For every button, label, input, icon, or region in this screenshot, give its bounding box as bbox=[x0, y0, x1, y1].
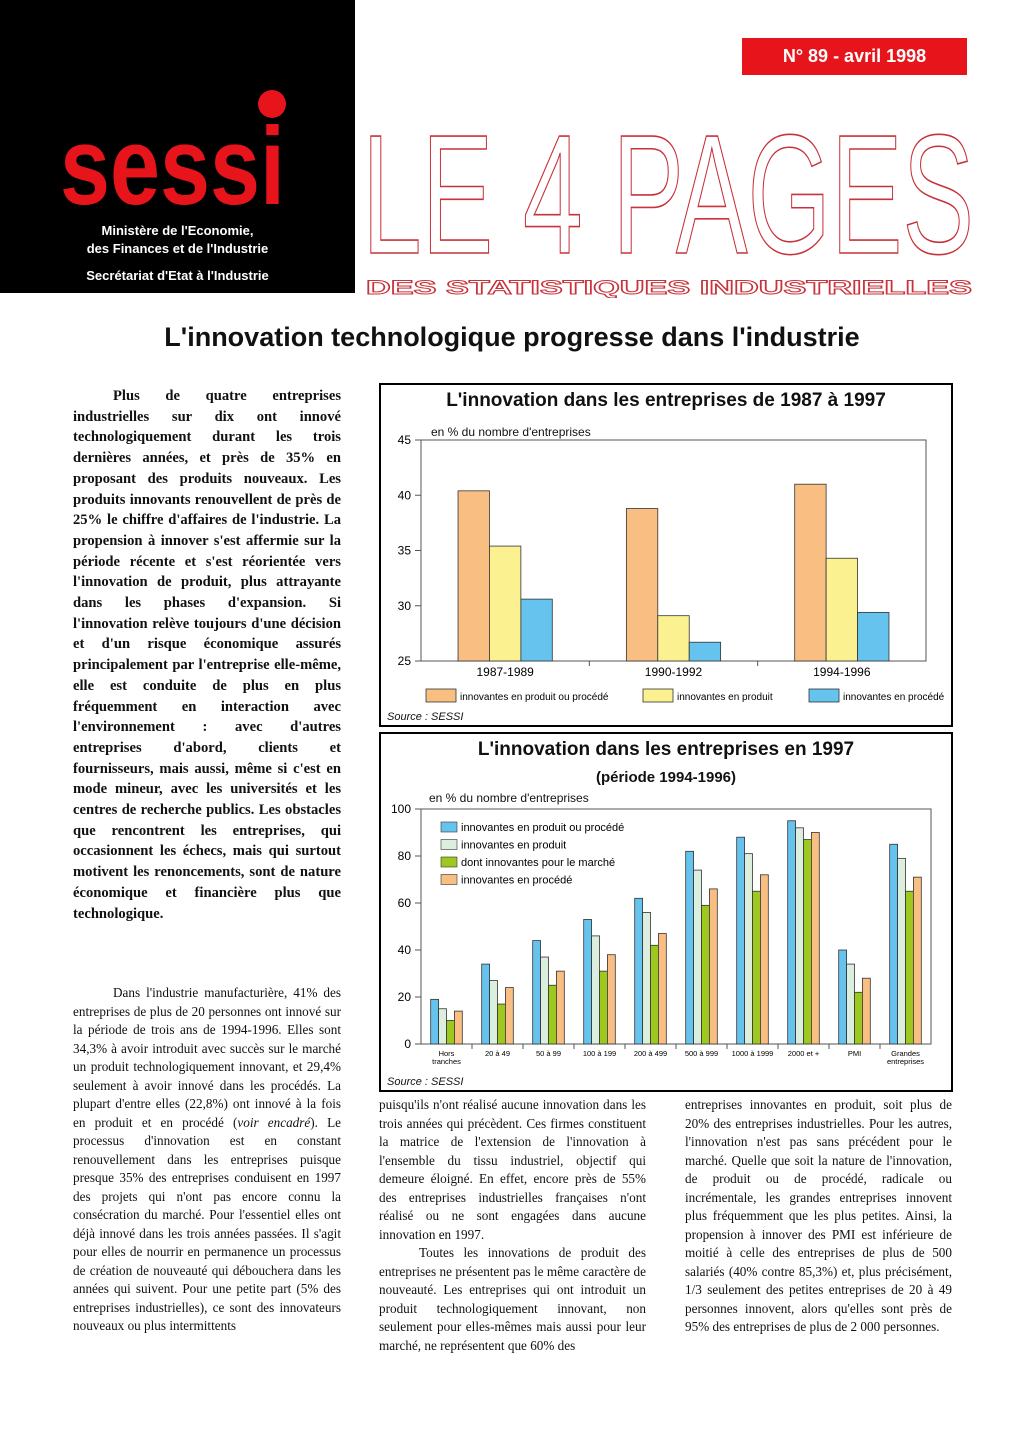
bar-0-1-1 bbox=[658, 616, 689, 661]
legend-label-2: innovantes en procédé bbox=[843, 692, 945, 703]
bar-1-1-2 bbox=[541, 957, 549, 1044]
page-title: L'innovation technologique progresse dans l'industrie bbox=[164, 322, 860, 352]
x-tick-label: tranches bbox=[432, 1057, 461, 1066]
y-tick-label: 60 bbox=[397, 896, 411, 910]
y-tick-label: 40 bbox=[397, 488, 411, 503]
legend-label-1: innovantes en produit bbox=[677, 692, 773, 703]
bar-1-1-4 bbox=[643, 912, 651, 1044]
bar-1-2-7 bbox=[804, 840, 812, 1044]
chart-1-title: L'innovation dans les entreprises de 1987 à 1997 bbox=[446, 390, 886, 411]
x-tick-label: 1994-1996 bbox=[813, 665, 871, 679]
chart-2-source: Source : SESSI bbox=[387, 1076, 464, 1088]
x-tick-label: 1987-1989 bbox=[476, 665, 534, 679]
bar-0-2-1 bbox=[689, 642, 720, 661]
bar-1-2-4 bbox=[651, 945, 659, 1044]
y-tick-label: 0 bbox=[404, 1037, 411, 1051]
x-tick-label: 50 à 99 bbox=[535, 1049, 562, 1058]
bar-0-1-0 bbox=[489, 546, 520, 661]
bar-1-1-8 bbox=[847, 964, 855, 1044]
x-tick-label: Hors bbox=[438, 1049, 455, 1058]
issue-badge: N° 89 - avril 1998 bbox=[742, 38, 967, 75]
bar-1-1-5 bbox=[694, 870, 702, 1044]
bar-1-0-1 bbox=[482, 964, 490, 1044]
bar-1-1-9 bbox=[898, 858, 906, 1044]
x-tick-label: 20 à 49 bbox=[484, 1049, 511, 1058]
lead-paragraph: Plus de quatre entreprises industrielles sur dix ont innové technologiquement durant les trois dernières années, et près de 35% en proposant des produits nouveaux. Les produits innovants renouvellent de près de 25% le chiffre d'affaires de l'industrie. La propension à innover s'est affermie sur la période récente et s'est réorientée vers l'innovation de produit, plus attrayante dans les phases d'expansion. Si l'innovation relève toujours d'une décision et d'un risque économique assurés principalement par l'entreprise elle-même, elle est conduite de plus en plus fréquemment en interaction avec l'environnement : avec d'autres entreprises d'abord, clients et fournisseurs, mais aussi, même si c'est en mode mineur, avec les universités et les centres de recherche publics. Les obstacles que rencontrent les entreprises, qui occasionnent les échecs, mais qui surtout motivent les renoncements, sont de nature économique et financière plus que technologique. bbox=[73, 388, 341, 922]
bar-1-3-0 bbox=[454, 1011, 462, 1044]
bar-1-2-8 bbox=[855, 992, 863, 1044]
legend-swatch-2 bbox=[809, 689, 839, 702]
legend-label-2: dont innovantes pour le marché bbox=[461, 857, 616, 869]
bar-1-3-8 bbox=[862, 978, 870, 1044]
bar-1-0-0 bbox=[431, 999, 439, 1044]
bar-0-1-2 bbox=[826, 558, 857, 661]
y-tick-label: 35 bbox=[397, 543, 411, 558]
bar-1-0-6 bbox=[737, 837, 745, 1044]
masthead bbox=[362, 118, 982, 298]
chart-2-subtitle: (période 1994-1996) bbox=[595, 769, 737, 786]
y-tick-label: 25 bbox=[397, 654, 411, 668]
bar-1-2-2 bbox=[549, 985, 557, 1044]
x-tick-label: entreprises bbox=[886, 1057, 925, 1066]
secretariat-line: Secrétariat d'Etat à l'Industrie bbox=[86, 268, 269, 283]
legend-swatch-0 bbox=[441, 822, 457, 832]
y-tick-label: 45 bbox=[397, 433, 411, 447]
chart-1-source: Source : SESSI bbox=[387, 711, 464, 723]
bar-1-1-0 bbox=[439, 1009, 447, 1044]
sessi-logo bbox=[60, 84, 300, 214]
bar-1-3-6 bbox=[760, 875, 768, 1044]
chart-1-plot bbox=[381, 385, 951, 725]
chart-1-box bbox=[379, 383, 953, 727]
body-col3-paragraph: entreprises innovantes en produit, soit plus de 20% des entreprises industrielles. Pour les autres, l'innovation n'est pas sans précédent pour le marché. Quelle que soit la nature de l'innovation, de produit ou de procédé, radicale ou incrémentale, les grandes entreprises innovent plus fréquemment que les plus petites. Ainsi, la propension à innover des PMI est inférieure de moitié à celle des entreprises de plus de 500 salariés (40% contre 85,3%) et, plus précisément, 1/3 seulement des petites entreprises de 20 à 49 personnes innovent, alors qu'elles sont près de 95% des entreprises de plus de 2 000 personnes. bbox=[685, 1097, 952, 1334]
bar-0-0-1 bbox=[626, 509, 657, 661]
legend-swatch-1 bbox=[643, 689, 673, 702]
bar-1-3-5 bbox=[709, 889, 717, 1044]
legend-label-0: innovantes en produit ou procédé bbox=[460, 692, 609, 703]
chart-2-plot bbox=[381, 734, 951, 1090]
body-col1-paragraph: Dans l'industrie manufacturière, 41% des entreprises de plus de 20 personnes ont innové sur la période de trois ans de 1994-1996. Elles sont 34,3% à avoir introduit avec succès sur le marché un produit technologiquement innovant, et 29,4% seulement à avoir innové dans les procédés. La plupart d'entre elles (22,8%) ont innové à la fois en produit et en procédé (voir encadré). Le processus d'innovation est en constant renouvellement dans les entreprises puisque presque 35% des entreprises conduisent en 1997 des projets qui n'ont pas encore connu la consécration du marché. Pour l'essentiel elles ont déjà innové dans les trois années passées. Il s'agit pour elles de nourrir en permanence un processus de création de nouveauté qui débouchera dans les années qui suivent. Pour une petite part (5% des entreprises industrielles), ce sont des innovateurs nouveaux ou plus intermittents bbox=[73, 985, 341, 1333]
chart-2-box bbox=[379, 732, 953, 1092]
bar-0-0-0 bbox=[458, 491, 489, 661]
bar-1-0-4 bbox=[635, 898, 643, 1044]
masthead-title: LE 4 PAGES bbox=[362, 118, 974, 290]
body-column-3 bbox=[685, 1096, 952, 1337]
legend-swatch-0 bbox=[426, 689, 456, 702]
legend-label-1: innovantes en produit bbox=[461, 839, 567, 852]
bar-1-0-9 bbox=[890, 844, 898, 1044]
ministry-line-1: Ministère de l'Economie, bbox=[101, 223, 254, 238]
bar-1-2-6 bbox=[753, 891, 761, 1044]
bar-0-2-0 bbox=[521, 599, 552, 661]
bar-1-0-7 bbox=[788, 821, 796, 1044]
bar-0-2-2 bbox=[858, 612, 889, 661]
x-tick-label: 200 à 499 bbox=[633, 1049, 668, 1058]
bar-1-3-9 bbox=[913, 877, 921, 1044]
bar-1-2-3 bbox=[600, 971, 608, 1044]
chart-2-title: L'innovation dans les entreprises en 1997 bbox=[477, 739, 855, 760]
masthead-subtitle: DES STATISTIQUES INDUSTRIELLES bbox=[366, 278, 972, 298]
body-column-2 bbox=[379, 1096, 646, 1355]
bar-1-2-9 bbox=[906, 891, 914, 1044]
y-tick-label: 80 bbox=[397, 849, 411, 863]
legend-label-0: innovantes en produit ou procédé bbox=[461, 822, 625, 834]
bar-1-0-2 bbox=[533, 941, 541, 1044]
legend-label-3: innovantes en procédé bbox=[461, 874, 573, 887]
y-tick-label: 40 bbox=[397, 943, 411, 957]
bar-1-3-3 bbox=[607, 955, 615, 1044]
bar-1-0-5 bbox=[686, 851, 694, 1044]
chart-1-unit: en % du nombre d'entreprises bbox=[431, 425, 591, 439]
x-tick-label: PMI bbox=[847, 1049, 862, 1058]
y-tick-label: 30 bbox=[397, 598, 411, 613]
bar-1-3-1 bbox=[505, 988, 513, 1044]
chart-2-unit: en % du nombre d'entreprises bbox=[429, 791, 589, 805]
bar-1-1-3 bbox=[592, 936, 600, 1044]
bar-0-0-2 bbox=[795, 484, 826, 661]
logo-word-text: sessi bbox=[60, 105, 285, 214]
bar-1-1-7 bbox=[796, 828, 804, 1044]
bar-1-0-3 bbox=[584, 919, 592, 1044]
legend-swatch-3 bbox=[441, 875, 457, 885]
bar-1-2-5 bbox=[702, 905, 710, 1044]
body-col2-paragraph-2: Toutes les innovations de produit des entreprises ne présentent pas le même caractère de nouveauté. Les entreprises qui ont introduit un produit technologiquement innovant, non seulement pour elles-mêmes mais aussi pour leur marché, ne représentent que 60% des bbox=[379, 1245, 646, 1353]
body-col2-paragraph-1: puisqu'ils n'ont réalisé aucune innovation dans les trois années qui précèdent. Ces firmes constituent la matrice de l'extension de l'innovation à l'ensemble du tissu industriel, objectif qui demeure éloigné. En effet, encore près de 55% des entreprises industrielles françaises n'ont réalisé ou ne sont engagées dans aucune innovation en 1997. bbox=[379, 1097, 646, 1242]
logo-block bbox=[0, 0, 355, 293]
y-tick-label: 100 bbox=[390, 802, 411, 816]
x-tick-label: 1000 à 1999 bbox=[731, 1049, 774, 1058]
x-tick-label: 2000 et + bbox=[787, 1049, 820, 1058]
bar-1-2-1 bbox=[498, 1004, 506, 1044]
x-tick-label: 100 à 199 bbox=[582, 1049, 617, 1058]
bar-1-3-7 bbox=[811, 833, 819, 1045]
bar-1-3-4 bbox=[658, 934, 666, 1044]
bar-1-3-2 bbox=[556, 971, 564, 1044]
legend-swatch-2 bbox=[441, 857, 457, 867]
bar-1-0-8 bbox=[839, 950, 847, 1044]
x-tick-label: 1990-1992 bbox=[644, 665, 703, 679]
ministry-line-2: des Finances et de l'Industrie bbox=[86, 241, 269, 256]
y-tick-label: 20 bbox=[397, 990, 411, 1004]
bar-1-2-0 bbox=[447, 1021, 455, 1045]
bar-1-1-1 bbox=[490, 981, 498, 1044]
body-column-1 bbox=[73, 984, 341, 1336]
x-tick-label: Grandes bbox=[891, 1049, 920, 1058]
x-tick-label: 500 à 999 bbox=[684, 1049, 719, 1058]
bar-1-1-6 bbox=[745, 854, 753, 1044]
legend-swatch-1 bbox=[441, 840, 457, 850]
